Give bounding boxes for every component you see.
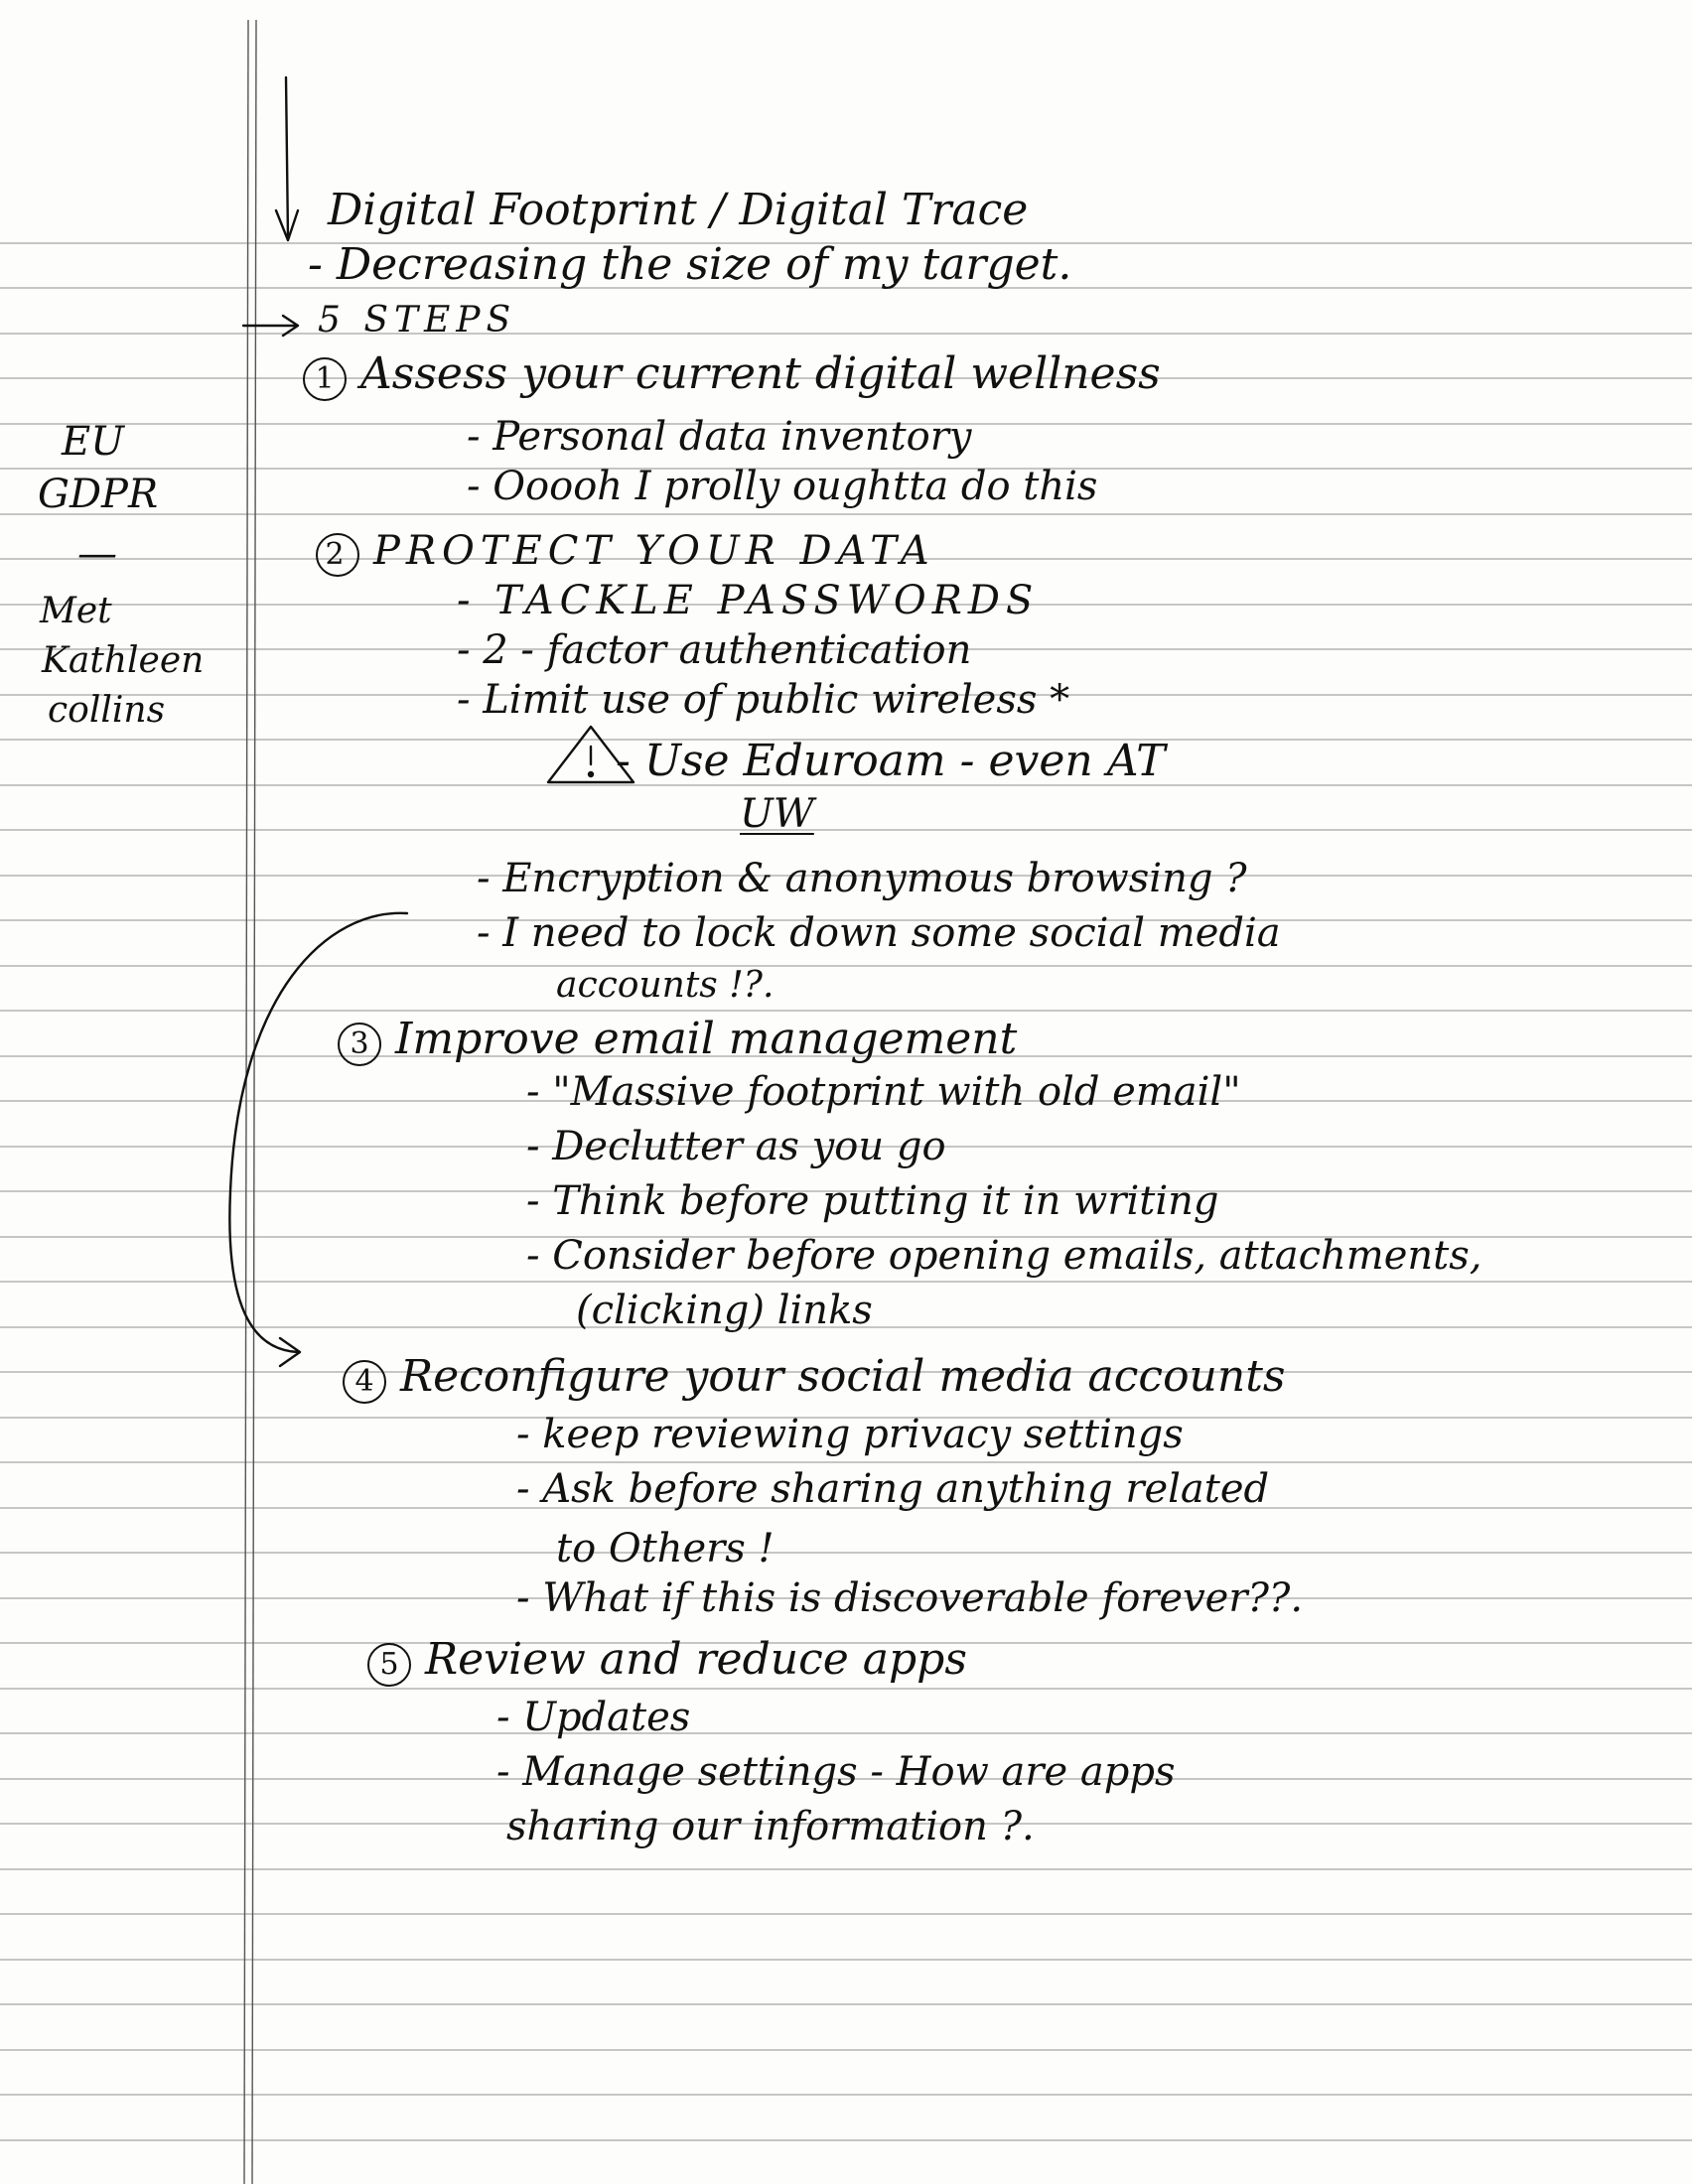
step-title-text: Review and reduce apps	[425, 1634, 967, 1685]
list-item: - Ask before sharing anything related	[516, 1466, 1270, 1512]
margin-note-collins: collins	[48, 690, 166, 731]
list-item: - Declutter as you go	[526, 1124, 946, 1169]
subtitle: - Decreasing the size of my target.	[308, 239, 1072, 290]
list-item: UW	[740, 791, 814, 837]
list-item: - What if this is discoverable forever??.	[516, 1575, 1304, 1621]
list-item: sharing our information ?.	[506, 1804, 1035, 1849]
step-5-title	[367, 1634, 967, 1687]
list-item: - TACKLE PASSWORDS	[457, 578, 1040, 623]
list-item-text: - Use Eduroam - even AT	[616, 736, 1166, 786]
list-item: - Ooooh I prolly oughtta do this	[467, 464, 1098, 509]
step-2-title	[316, 528, 935, 577]
list-item: - Personal data inventory	[467, 414, 972, 460]
step-3-title	[338, 1014, 1018, 1066]
list-item: - Limit use of public wireless *	[457, 677, 1070, 723]
list-item	[616, 736, 1166, 786]
step-number: 3	[338, 1023, 381, 1066]
step-number: 4	[343, 1360, 386, 1404]
list-item: - Think before putting it in writing	[526, 1178, 1219, 1224]
list-item: - I need to lock down some social media	[477, 910, 1281, 956]
list-item: - Manage settings - How are apps	[496, 1749, 1176, 1795]
step-number: 5	[367, 1643, 411, 1687]
step-title-text: Assess your current digital wellness	[360, 348, 1161, 399]
step-4-title	[343, 1351, 1286, 1404]
list-item: - keep reviewing privacy settings	[516, 1412, 1184, 1457]
steps-label: 5 STEPS	[318, 300, 517, 341]
page-title: Digital Footprint / Digital Trace	[328, 185, 1029, 235]
margin-note-dash: —	[77, 531, 117, 577]
margin-note-kathleen: Kathleen	[42, 640, 205, 681]
margin-note-gdpr: GDPR	[38, 472, 159, 517]
margin-note-eu: EU	[62, 419, 124, 465]
step-title-text: PROTECT YOUR DATA	[373, 528, 935, 574]
step-number: 2	[316, 533, 359, 577]
list-item: - Consider before opening emails, attachments,	[526, 1233, 1482, 1279]
margin-note-met: Met	[40, 591, 112, 631]
step-title-text: Improve email management	[395, 1014, 1018, 1064]
step-number: 1	[303, 357, 347, 401]
step-1-title	[303, 348, 1161, 401]
margin-line	[244, 20, 248, 2184]
list-item: accounts !?.	[556, 965, 775, 1006]
list-item: - Encryption & anonymous browsing ?	[477, 856, 1247, 901]
list-item: (clicking) links	[576, 1288, 873, 1333]
list-item: to Others !	[556, 1526, 775, 1571]
list-item: - "Massive footprint with old email"	[526, 1069, 1241, 1115]
step-title-text: Reconfigure your social media accounts	[400, 1351, 1286, 1402]
list-item: - 2 - factor authentication	[457, 627, 972, 673]
list-item: - Updates	[496, 1695, 691, 1740]
